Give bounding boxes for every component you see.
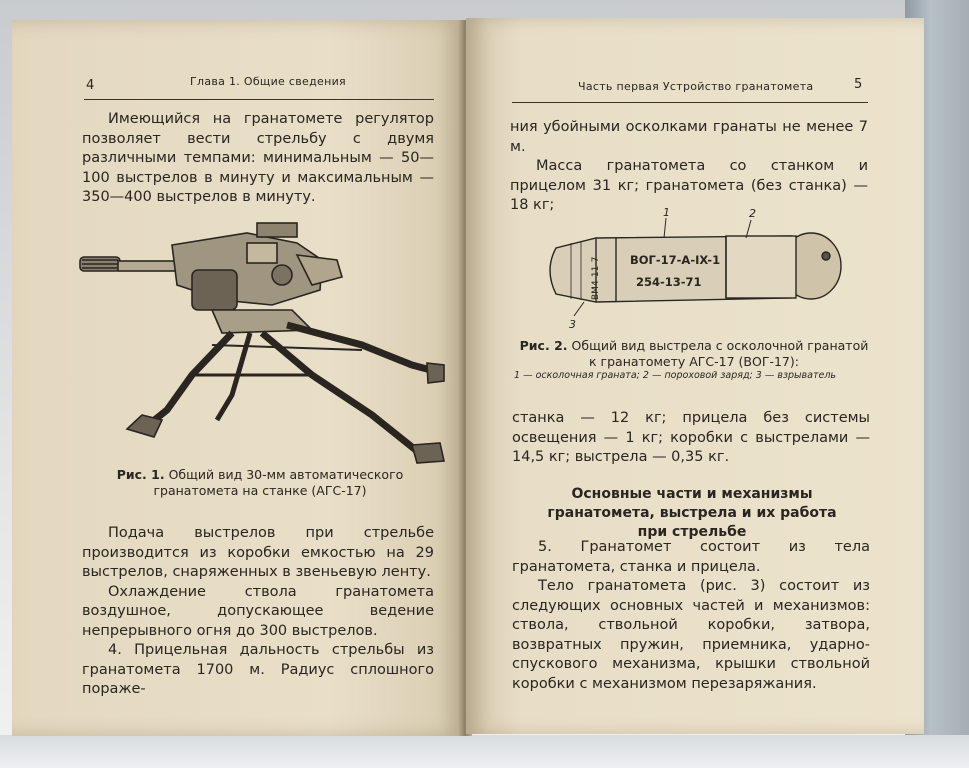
running-head: Глава 1. Общие сведения <box>190 75 346 88</box>
figure-caption-label: Рис. 1. <box>116 467 165 482</box>
paragraph-text: 5. Гранатомет состоит из тела гранатомета, станка и прицела. <box>512 539 870 575</box>
round-marking-line2: 254-13-71 <box>636 275 702 289</box>
grenade-launcher-figure <box>72 215 447 470</box>
figure-caption-text: Общий вид 30-мм автоматического гранатомета на станке (АГС-17) <box>153 467 404 498</box>
round-marking-line1: ВОГ-17-А-IX-1 <box>630 253 721 267</box>
header-rule <box>512 102 868 103</box>
paragraph-text: Охлаждение ствола гранатомета воздушное, допускающее ведение непрерывного огня до 300 выстрелов. <box>82 583 434 639</box>
paragraph-text: Имеющийся на гранатомете регулятор позволяет вести стрельбу с двумя различными темпами: минимальным — 50—100 выстрелов в минуту и максимальным — 350—400 выстрелов в минуту. <box>82 111 434 205</box>
grenade-round-figure <box>536 198 846 333</box>
figure-legend: 1 — осколочная граната; 2 — пороховой заряд; 3 — взрыватель <box>514 370 837 381</box>
round-side-marking: ВМ4-11-7 <box>591 256 601 300</box>
paragraph-text: Тело гранатомета (рис. 3) состоит из следующих основных частей и механизмов: ствола, ствольной коробки, затвора, возвратных пружин, приемника, ударно-спускового механизма, крышки ствольной коробки с механизмом перезаряжания. <box>512 578 870 692</box>
paragraph-text: станка — 12 кг; прицела без системы освещения — 1 кг; коробки с выстрелами — 14,5 кг; выстрела — 0,35 кг. <box>512 410 870 465</box>
paragraph-text: Подача выстрелов при стрельбе производится из коробки емкостью на 29 выстрелов, снаряженных в звеньевую ленту. <box>82 525 434 580</box>
callout-1: 1 <box>663 206 670 219</box>
paragraph <box>82 524 434 700</box>
paragraph <box>82 110 434 208</box>
figure-caption-label: Рис. 2. <box>519 338 568 353</box>
figure-caption <box>82 467 438 499</box>
running-head: Часть первая Устройство гранатомета <box>578 80 814 93</box>
section-heading: Основные части и механизмы гранатомета, выстрела и их работа при стрельбе <box>547 486 837 540</box>
header-rule <box>84 99 434 100</box>
right-page <box>466 18 924 734</box>
paragraph-text: 4. Прицельная дальность стрельбы из гранатомета 1700 м. Радиус сплошного пораже- <box>82 642 434 697</box>
page-number: 5 <box>854 77 863 92</box>
left-page <box>12 20 464 736</box>
paragraph <box>512 538 870 694</box>
callout-3: 3 <box>569 318 576 331</box>
figure-caption <box>514 338 874 370</box>
paragraph-text: ния убойными осколками гранаты не менее 7 м. <box>510 119 868 155</box>
page-number: 4 <box>86 78 95 93</box>
paragraph <box>512 409 870 468</box>
callout-2: 2 <box>749 207 756 220</box>
figure-caption-text: Общий вид выстрела с осколочной гранатой к гранатомету АГС-17 (ВОГ-17): <box>571 338 869 369</box>
paragraph-text: Масса гранатомета со станком и прицелом 31 кг; гранатомета (без станка) — 18 кг; <box>510 158 868 213</box>
book-cover-bottom <box>0 735 969 768</box>
